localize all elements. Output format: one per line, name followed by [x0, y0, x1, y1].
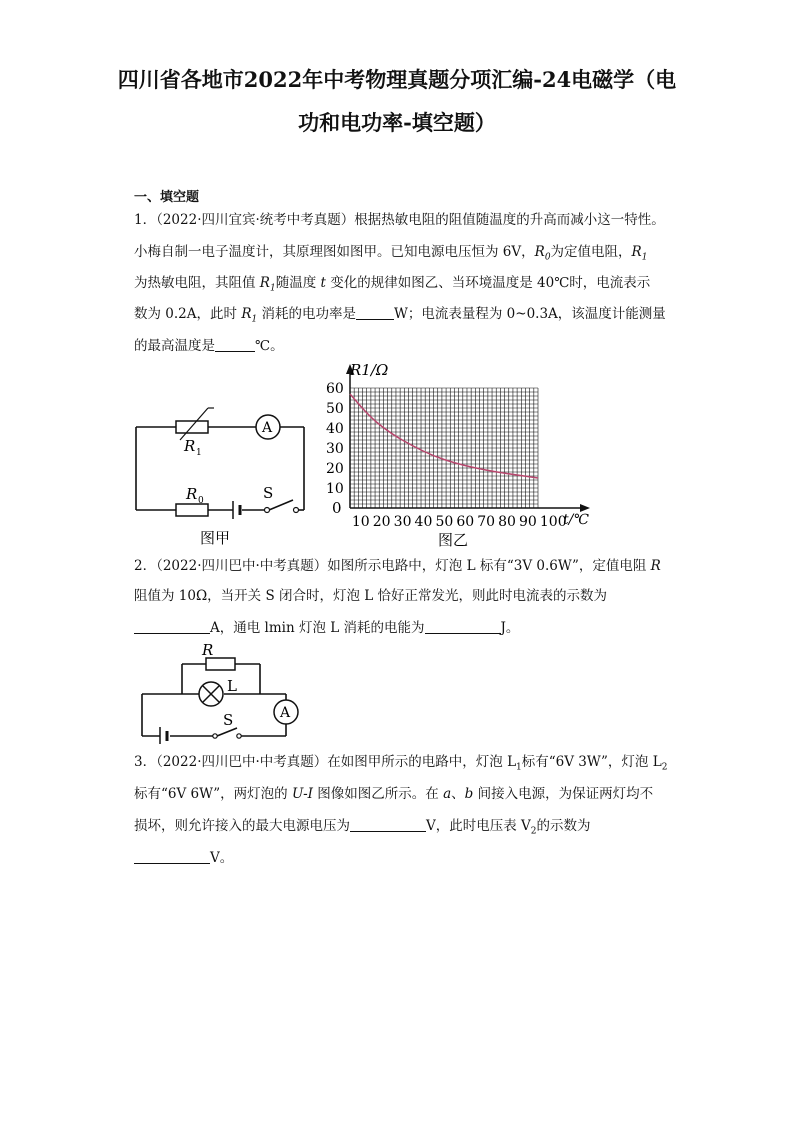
q1-line5: 的最高温度是 ℃。 — [134, 338, 284, 354]
circuit-q2 — [134, 640, 304, 744]
section-heading: 一、填空题 — [134, 190, 200, 205]
q2-blank-energy[interactable] — [425, 619, 501, 634]
x-tick-label: 40 — [414, 514, 433, 530]
x-axis-arrow — [580, 504, 590, 512]
x-tick-label: 20 — [372, 514, 391, 530]
x-tick-label: 100 — [539, 514, 567, 530]
switch-contact-left — [265, 508, 270, 513]
q1-blank-power[interactable] — [356, 305, 394, 320]
x-tick-label: 50 — [435, 514, 454, 530]
x-axis-label: t/℃ — [563, 512, 590, 528]
page-title-line1: 四川省各地市2022年中考物理真题分项汇编-24电磁学（电 — [117, 67, 677, 92]
q3-blank-max-voltage[interactable] — [350, 817, 426, 832]
q3-line3: 损坏，则允许接入的最大电源电压为 V，此时电压表 $V_2$的示数为 — [134, 818, 591, 837]
q1-blank-temperature[interactable] — [215, 337, 255, 352]
ammeter-q2-label: A — [280, 705, 291, 721]
page-title-line2: 功和电功率-填空题） — [298, 110, 496, 135]
x-tick-label: 30 — [393, 514, 412, 530]
q1-line3: 为热敏电阻，其阻值 $R_1$随温度 t 变化的规律如图乙、当环境温度是 40℃时，电流表示 — [134, 275, 651, 294]
switch-q2-label: S — [223, 711, 234, 729]
caption-jia: 图甲 — [200, 529, 231, 547]
r0-label: R — [186, 485, 198, 503]
x-tick-label: 60 — [456, 514, 475, 530]
switch-jia-label: S — [263, 484, 274, 502]
q2-line1: 2．（2022·四川巴中·中考真题）如图所示电路中，灯泡 L 标有“3V 0.6W”，定值电阻 R — [134, 558, 661, 574]
resistor-r — [206, 658, 235, 670]
x-tick-label: 10 — [351, 514, 370, 530]
y-tick-label: 20 — [326, 461, 344, 477]
q2-line2: 阻值为 10Ω，当开关 S 闭合时，灯泡 L 恰好正常发光，则此时电流表的示数为 — [134, 588, 608, 604]
q2-blank-current[interactable] — [134, 619, 210, 634]
caption-yi: 图乙 — [438, 531, 469, 549]
resistor-r-label: R — [202, 641, 214, 659]
q3-line2: 标有“6V 6W”，两灯泡的 U-I 图像如图乙所示。在 a、b 间接入电源，为保证两灯均不 — [134, 786, 654, 802]
y-tick-label: 60 — [326, 381, 344, 397]
y-tick-label: 10 — [326, 481, 344, 497]
x-tick-label: 90 — [519, 514, 537, 530]
r0-sub: 0 — [198, 496, 204, 506]
x-tick-label: 70 — [477, 514, 496, 530]
q1-line4: 数为 0.2A，此时 $R_1$ 消耗的电功率是 W；电流表量程为 0~0.3A，该温度计能测量 — [134, 306, 666, 325]
circuit-jia — [128, 400, 318, 550]
y-tick-label: 40 — [326, 421, 344, 437]
ammeter-jia-label: A — [262, 420, 273, 436]
q3-line4: V。 — [134, 848, 233, 868]
y-tick-label: 30 — [326, 441, 344, 457]
switch-q2-contact-left — [213, 734, 217, 738]
q3-blank-v2-reading[interactable] — [134, 849, 210, 864]
switch-contact-right — [294, 508, 299, 513]
graph-yi — [322, 358, 596, 550]
origin-label: 0 — [332, 499, 342, 517]
q1-line2: 小梅自制一电子温度计，其原理图如图甲。已知电源电压恒为 6V，$R_0$为定值电阻，$R_1$ — [134, 244, 648, 263]
y-tick-label: 50 — [326, 401, 344, 417]
r1-label: R — [184, 437, 196, 455]
y-axis-label: R1/Ω — [350, 361, 389, 379]
q2-line3: A，通电 lmin 灯泡 L 消耗的电能为 J。 — [134, 618, 519, 638]
x-tick-label: 80 — [498, 514, 516, 530]
q1-line1: 1．（2022·四川宜宾·统考中考真题）根据热敏电阻的阻值随温度的升高而减小这一特性。 — [134, 212, 665, 228]
lamp-l-label: L — [227, 677, 237, 695]
r1-sub: 1 — [196, 448, 202, 458]
q3-line1: 3．（2022·四川巴中·中考真题）在如图甲所示的电路中，灯泡 $L_1$标有“6V 3W”，灯泡 $L_2$ — [134, 754, 668, 773]
switch-q2-contact-right — [237, 734, 241, 738]
